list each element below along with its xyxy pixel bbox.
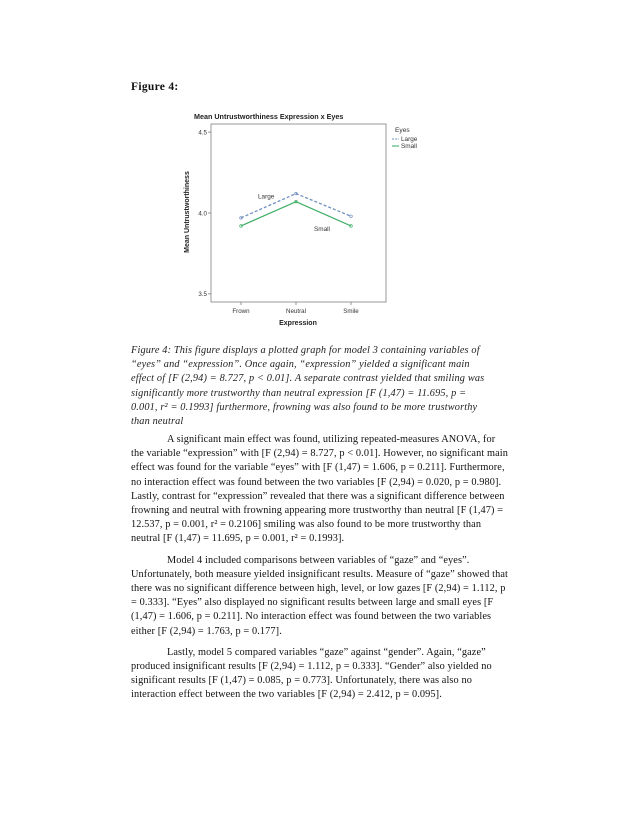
legend-title: Eyes [395, 127, 410, 134]
legend-entry: Large [401, 136, 418, 143]
annotation-large: Large [258, 193, 275, 201]
caption-line: Figure 4: This figure displays a plotted graph for model 3 containing variables of [131, 345, 480, 356]
figure-caption [131, 344, 509, 429]
annotation-small: Small [314, 225, 330, 233]
x-axis-label: Expression [279, 320, 317, 327]
caption-line: “eyes” and “expression”. Once again, “expression” yielded a significant main [131, 359, 470, 371]
chart-title: Mean Untrustworthiness Expression x Eyes [194, 112, 344, 121]
paragraph-2: Model 4 included comparisons between variables of “gaze” and “eyes”. Unfortunately, both measure yielded insignificant results. Measure of “gaze” showed that there was no significant difference between high, level, or low gazes [F (2,94) = 1.112, p = 0.333]. “Eyes” also displayed no significant results between large and small eyes [F (1,47) = 1.606, p = 0.211]. No interaction effect was found between the two variables either [F (2,94) = 1.763, p = 0.177]. [131, 554, 508, 637]
y-axis-label: Mean Untrustworthiness [184, 171, 191, 253]
y-tick-label: 4.0 [198, 210, 207, 218]
legend-entry: Small [401, 143, 417, 150]
chart-svg [176, 110, 434, 332]
caption-line: effect of [F (2,94) = 8.727, p < 0.01]. A separate contrast yielded that smiling was [131, 373, 485, 385]
x-tick-label: Neutral [286, 308, 306, 315]
caption-line: than neutral [131, 416, 184, 428]
line-chart [176, 110, 434, 332]
y-tick-label: 3.5 [198, 291, 207, 299]
x-tick-label: Frown [232, 308, 250, 315]
plot-area [211, 124, 386, 302]
caption-line: 0.001, r² = 0.1993] furthermore, frowning was also found to be more trustworthy [131, 401, 478, 413]
body-text [131, 433, 509, 710]
paragraph-1: A significant main effect was found, utilizing repeated-measures ANOVA, for the variable “expression” with [F (2,94) = 8.727, p < 0.01]. However, no significant main effect was found for the variable “eyes” with [F (1,47) = 1.606, p = 0.211]. Furthermore, no interaction effect was found between the two variables [F (2,94) = 0.020, p = 0.980]. Lastly, contrast for “expression” revealed that there was a significant difference between frowning and neutral with frowning appearing more trustworthy than neutral [F (1,47) = 12.537, p = 0.001, r² = 0.2106] smiling was also found to be more trustworthy than neutral [F (1,47) = 11.695, p = 0.001, r² = 0.1993]. [131, 434, 508, 545]
y-tick-label: 4.5 [198, 129, 207, 137]
paragraph-3: Lastly, model 5 compared variables “gaze” against “gender”. Again, “gaze” produced insignificant results [F (2,94) = 1.112, p = 0.333]. “Gender” also yielded no significant results [F (1,47) = 0.085, p = 0.773]. Unfortunately, there was also no interaction effect between the two variables [F (2,94) = 2.412, p = 0.095]. [131, 646, 492, 701]
figure-label: Figure 4: [131, 81, 179, 93]
x-tick-label: Smile [343, 308, 359, 315]
caption-line: significantly more trustworthy than neutral expression [F (1,47) = 11.695, p = [131, 387, 467, 399]
